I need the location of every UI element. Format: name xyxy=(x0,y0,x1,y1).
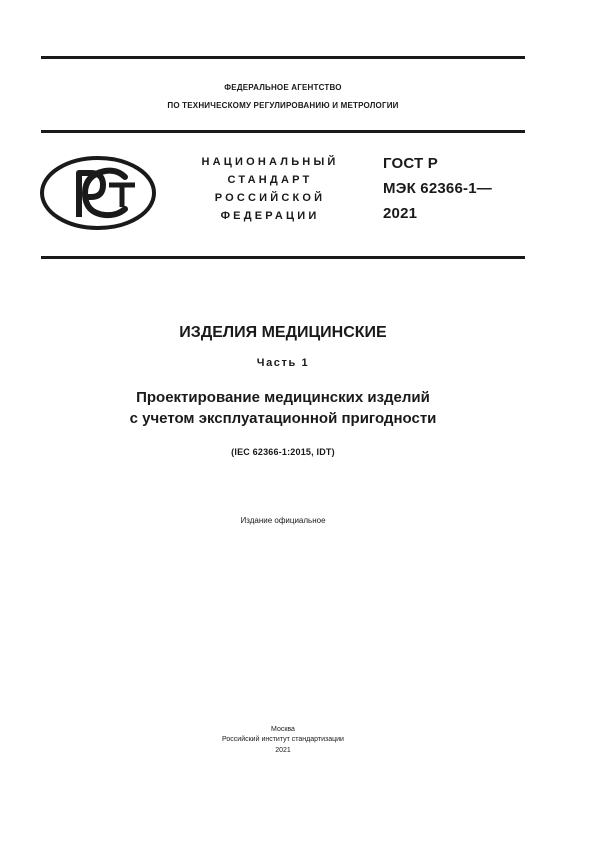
part-number: Часть 1 xyxy=(256,357,310,369)
standard-type-line-1: НАЦИОНАЛЬНЫЙ xyxy=(201,156,339,168)
designation-line-2: МЭК 62366-1— xyxy=(383,180,492,197)
top-rule xyxy=(41,56,525,59)
document-title: ИЗДЕЛИЯ МЕДИЦИНСКИЕ xyxy=(179,324,387,341)
standard-type-line-4: ФЕДЕРАЦИИ xyxy=(220,210,320,222)
agency-name-line-2: ПО ТЕХНИЧЕСКОМУ РЕГУЛИРОВАНИЮ И МЕТРОЛОГИИ xyxy=(167,101,399,110)
logo-text: РСТ xyxy=(98,227,100,228)
iec-reference: (IEC 62366-1:2015, IDT) xyxy=(231,447,335,457)
rst-certification-mark-icon xyxy=(39,155,157,231)
edition-note: Издание официальное xyxy=(240,516,326,525)
agency-name-line-1: ФЕДЕРАЛЬНОЕ АГЕНТСТВО xyxy=(224,83,342,92)
standard-type-line-3: РОССИЙСКОЙ xyxy=(214,192,326,204)
publication-year: 2021 xyxy=(275,747,291,754)
designation-line-3: 2021 xyxy=(383,205,418,222)
publisher-institute: Российский институт стандартизации xyxy=(222,736,344,743)
subtitle-line-2: с учетом эксплуатационной пригодности xyxy=(129,410,437,427)
subtitle-line-1: Проектирование медицинских изделий xyxy=(136,389,430,406)
standard-type-line-2: СТАНДАРТ xyxy=(227,174,313,186)
designation-line-1: ГОСТ Р xyxy=(383,155,438,172)
bottom-rule xyxy=(41,256,525,259)
publisher-city: Москва xyxy=(271,726,295,733)
middle-rule xyxy=(41,130,525,133)
